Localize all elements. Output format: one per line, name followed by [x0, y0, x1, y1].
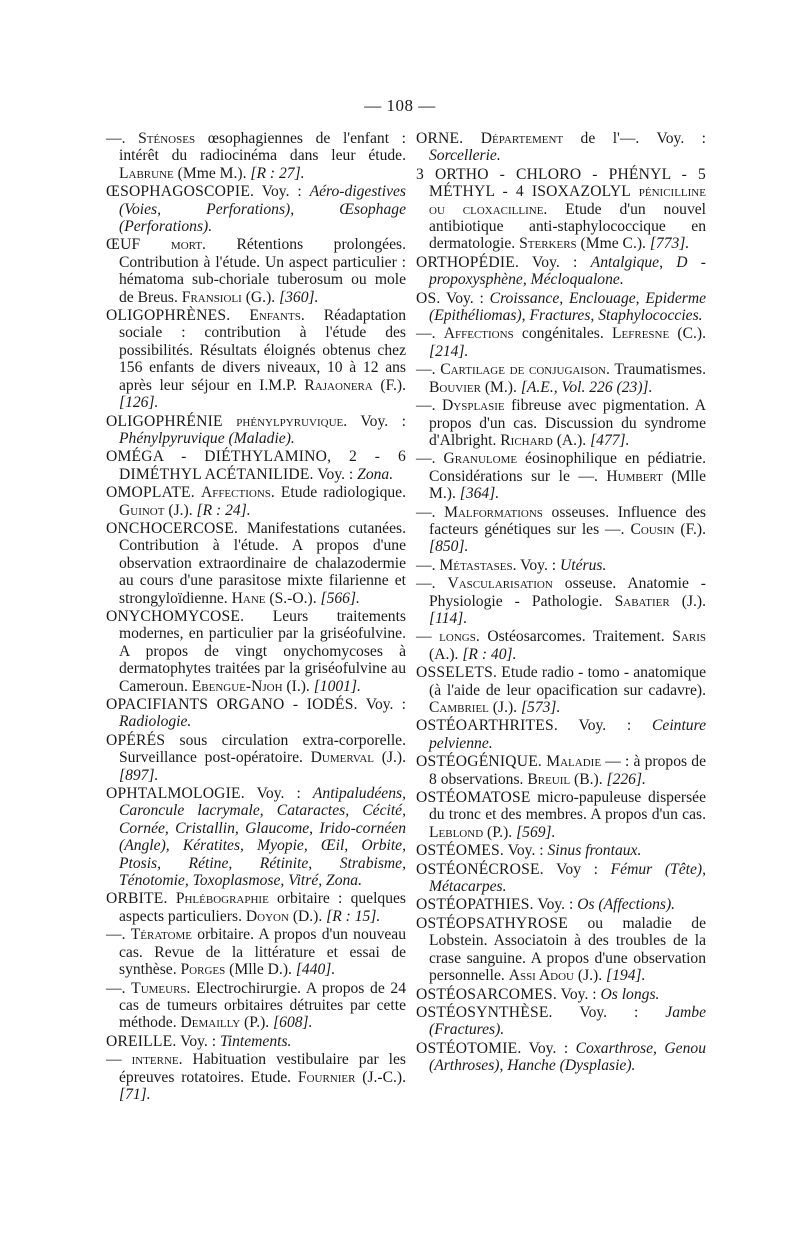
index-column-left	[106, 130, 406, 1104]
entry-text: (M.).	[480, 378, 521, 396]
entry-text: (Mme M.).	[173, 164, 251, 182]
entry-reference: [440].	[295, 961, 336, 979]
entry-smallcaps: pénicilline ou cloxacilline.	[429, 183, 706, 218]
entry-smallcaps: Dysplasie	[442, 397, 505, 415]
entry-smallcaps: Richard	[500, 431, 553, 449]
entry-smallcaps: Département	[480, 130, 564, 147]
index-entry	[416, 915, 706, 985]
entry-reference: [850].	[429, 538, 469, 556]
entry-smallcaps: Affections.	[200, 484, 275, 502]
entry-reference: Os (Affections).	[577, 896, 676, 914]
entry-text: Voy. :	[440, 289, 490, 307]
entry-smallcaps: Rajaonera	[304, 376, 373, 394]
entry-text: Voy. :	[357, 696, 407, 713]
entry-smallcaps: Granulome	[443, 450, 518, 468]
entry-heading: OLIGOPHRÈNES.	[106, 307, 231, 325]
entry-reference: [364].	[459, 485, 500, 503]
index-entry	[106, 732, 406, 784]
entry-reference: Ceinture pelvienne.	[429, 717, 706, 752]
entry-text	[230, 307, 249, 324]
entry-smallcaps: Doyon	[245, 907, 289, 925]
entry-reference: [569].	[516, 823, 556, 841]
index-entry	[106, 785, 406, 889]
entry-heading: OPÉRÉS	[106, 731, 166, 749]
entry-reference: Phénylpyruvique (Maladie).	[119, 429, 295, 447]
entry-heading: OS.	[416, 289, 441, 307]
entry-text: —.	[416, 397, 442, 415]
entry-text: Electrochirurgie. A propos de 24 cas de tumeurs orbitaires détruites par cette méthode.	[119, 979, 407, 1032]
index-entry	[106, 413, 406, 448]
entry-heading: ORBITE.	[106, 890, 168, 908]
entry-smallcaps: Fransioli	[181, 288, 242, 306]
entry-text: (A.).	[552, 431, 591, 449]
entry-smallcaps: Ebengue-Njoh	[191, 677, 283, 695]
entry-text: — : à propos de 8 observations.	[429, 753, 706, 788]
entry-text: Voy. :	[557, 985, 601, 1003]
entry-smallcaps: phénylpyruvique.	[236, 412, 348, 430]
entry-text: Traumatismes.	[609, 361, 707, 379]
entry-reference: Coxarthrose, Genou (Arthroses), Hanche (Dysplasie).	[429, 1039, 706, 1075]
entry-reference: [773].	[649, 235, 690, 253]
entry-text: Voy. :	[176, 1032, 220, 1050]
index-entry	[106, 980, 406, 1032]
entry-text: Rétentions prolongées. Contribution à l'étude. Un aspect particulier : hématoma sub-choriale tuberosum ou mole de Breus.	[119, 236, 406, 306]
entry-reference: Zona.	[357, 465, 394, 483]
entry-heading: OSSELETS.	[416, 664, 498, 682]
entry-text: —.	[416, 361, 441, 379]
entry-smallcaps: Cousin	[630, 520, 675, 538]
entry-heading: OREILLE.	[106, 1032, 177, 1050]
entry-text: Voy. :	[533, 896, 578, 914]
entry-text: Voy :	[543, 860, 611, 878]
index-entry	[106, 236, 406, 306]
index-entry	[416, 842, 706, 859]
entry-text: sous circulation extra-corporelle. Surveillance post-opératoire.	[119, 731, 406, 767]
entry-text: Voy. :	[504, 842, 548, 860]
entry-reference: Sinus frontaux.	[547, 842, 642, 860]
entry-heading: OPACIFIANTS ORGANO - IODÉS.	[106, 696, 358, 713]
entry-smallcaps: Maladie	[546, 753, 602, 771]
entry-heading: OSTÉONÉCROSE.	[416, 860, 544, 878]
entry-smallcaps: Malformations	[444, 503, 543, 521]
entry-reference: [360].	[279, 288, 319, 306]
index-entry	[416, 575, 706, 627]
entry-text: (D.).	[288, 907, 327, 925]
entry-heading: OMOPLATE.	[106, 484, 195, 502]
entry-smallcaps: Sabatier	[614, 592, 670, 610]
entry-reference: Jambe (Fractures).	[429, 1003, 706, 1039]
entry-text: orbitaire : quelques aspects particuliers.	[119, 890, 406, 925]
entry-reference: [126].	[119, 394, 159, 412]
entry-reference: [114].	[429, 609, 468, 627]
entry-text: de l'—. Voy. :	[563, 130, 706, 147]
entry-heading: ŒUF	[106, 236, 141, 254]
entry-heading: 3 ORTHO - CHLORO - PHÉNYL - 5 MÉTHYL - 4 ISOXAZOLYL	[416, 165, 706, 201]
entry-heading: OSTÉOPATHIES.	[416, 896, 534, 914]
entry-heading: OSTÉOTOMIE.	[416, 1039, 522, 1057]
entry-reference: [226].	[606, 770, 646, 788]
index-entry	[416, 664, 706, 716]
entry-text: —.	[416, 503, 445, 521]
entry-text	[631, 183, 639, 200]
entry-text	[223, 413, 237, 430]
entry-text: (F.).	[372, 376, 406, 394]
entry-smallcaps: Tumeurs.	[131, 979, 191, 997]
entry-text: Voy. :	[521, 1039, 576, 1057]
entry-smallcaps: Hane	[231, 589, 266, 607]
entry-smallcaps: Lefresne	[612, 325, 670, 343]
entry-reference: [A.E., Vol. 226 (23)].	[520, 378, 653, 396]
index-entry	[106, 307, 406, 411]
entry-text: —.	[416, 450, 444, 468]
entry-heading: ORTHOPÉDIE.	[416, 253, 520, 271]
entry-text: Ostéosarcomes. Traitement.	[479, 628, 673, 646]
entry-text: (I.).	[282, 677, 314, 695]
entry-text: —.	[106, 130, 139, 147]
entry-reference: Fémur (Tête), Métacarpes.	[429, 860, 706, 896]
entry-reference: Sorcellerie.	[429, 147, 501, 165]
entry-smallcaps: Sterkers	[519, 235, 577, 253]
entry-text: Manifestations cutanées. Contribution à l'étude. A propos d'une observation extraordinaire de chalazodermie au cours d'une parasitose mixte filarienne et strongyloïdienne.	[119, 519, 406, 607]
index-entry	[416, 290, 706, 325]
entry-heading: OSTÉOMES.	[416, 842, 505, 860]
entry-text: —.	[416, 556, 440, 574]
entry-text: Voy. :	[557, 717, 652, 735]
index-entry	[106, 608, 406, 695]
entry-smallcaps: mort.	[170, 236, 206, 254]
entry-text	[463, 130, 480, 147]
entry-text: éosinophilique en pédiatrie. Considérations sur le —.	[429, 450, 707, 485]
entry-smallcaps: Porges	[180, 961, 226, 979]
entry-text: fibreuse avec pigmentation. A propos d'un cas. Discussion du syndrome d'Albright.	[429, 397, 706, 449]
entry-reference: Utérus.	[560, 556, 607, 574]
entry-text: (Mlle M.).	[429, 467, 706, 503]
index-entry	[106, 696, 406, 731]
entry-text: micro-papuleuse dispersée du tronc et des membres. A propos d'un cas.	[429, 789, 706, 824]
entry-heading: ORNE.	[416, 130, 464, 147]
entry-text	[168, 890, 176, 907]
entry-text: (G.).	[241, 288, 280, 306]
entry-smallcaps: Tératome	[130, 926, 193, 944]
entry-smallcaps: Bouvier	[429, 378, 481, 396]
entry-reference: Croissance, Enclouage, Epiderme (Epithéliomas), Fractures, Staphylococcies.	[429, 289, 706, 325]
entry-text: —.	[106, 979, 132, 997]
entry-text: —.	[416, 575, 448, 593]
entry-text: (J.).	[374, 749, 406, 767]
entry-heading: OSTÉOMATOSE	[416, 789, 531, 807]
entry-text: (B.).	[570, 770, 607, 788]
entry-text: —	[416, 628, 440, 646]
entry-smallcaps: Phlébographie	[175, 890, 269, 908]
index-entry	[416, 557, 706, 574]
entry-smallcaps: Affections	[443, 325, 514, 343]
entry-smallcaps: Saris	[672, 628, 706, 646]
entry-heading: OPHTALMOLOGIE.	[106, 785, 245, 803]
entry-reference: Tintements.	[219, 1032, 292, 1050]
index-entry	[106, 130, 406, 182]
entry-text: Voy. :	[347, 412, 406, 430]
entry-text: (Mlle D.).	[225, 961, 296, 979]
index-entry	[416, 753, 706, 788]
entry-heading: OSTÉOGÉNIQUE.	[416, 753, 543, 771]
entry-text: (J.).	[164, 501, 197, 519]
entry-text: (A.).	[429, 645, 463, 663]
page-number: — 108 —	[364, 96, 436, 115]
index-entry	[416, 1004, 706, 1039]
index-entry	[106, 1033, 406, 1050]
entry-reference: [71].	[119, 1085, 151, 1103]
entry-smallcaps: Enfants.	[249, 307, 305, 325]
index-entry	[106, 520, 406, 607]
entry-heading: OLIGOPHRÉNIE	[106, 412, 223, 430]
entry-text: (F.).	[674, 520, 706, 538]
index-entry	[416, 861, 706, 896]
index-entry	[416, 789, 706, 841]
entry-reference: [194].	[606, 967, 646, 985]
entry-text: congénitales.	[513, 325, 612, 343]
entry-heading: OSTÉOSYNTHÈSE.	[416, 1003, 553, 1021]
index-entry	[106, 890, 406, 925]
entry-reference: [573].	[520, 699, 561, 716]
entry-smallcaps: Fournier	[297, 1068, 356, 1086]
entry-smallcaps: Sténoses	[138, 130, 196, 147]
entry-text: orbitaire. A propos d'un nouveau cas. Revue de la littérature et essai de synthèse.	[119, 926, 407, 979]
entry-heading: ONYCHOMYCOSE.	[106, 607, 245, 625]
entry-text: Etude d'un nouvel antibiotique anti-staphylococcique en dermatologie.	[429, 200, 706, 253]
entry-text: Réadaptation sociale : contribution à l'étude des possibilités. Résultats éloignés obtenus chez 156 enfants de divers niveaux, 10 à 12 ans après leur séjour en I.M.P.	[119, 307, 406, 394]
entry-smallcaps: Labrune	[119, 164, 174, 182]
entry-heading: OSTÉOPSATHYROSE	[416, 914, 569, 932]
index-entry	[416, 1040, 706, 1075]
entry-smallcaps: Breuil	[527, 770, 571, 788]
entry-text: —.	[106, 926, 131, 944]
index-entry	[416, 717, 706, 752]
index-entry	[106, 448, 406, 483]
entry-text: Voy. :	[313, 465, 358, 483]
index-column-right	[416, 130, 706, 1076]
index-entry	[106, 484, 406, 519]
entry-smallcaps: Assi Adou	[508, 967, 574, 985]
entry-smallcaps: Cartilage de conjugaison.	[440, 361, 610, 379]
entry-heading: OMÉGA - DIÉTHYLAMINO, 2 - 6 DIMÉTHYL ACÉTANILIDE.	[106, 448, 406, 483]
entry-text: —	[106, 1051, 132, 1069]
entry-reference: [477].	[590, 431, 630, 449]
entry-text: Etude radio - tomo - anatomique (à l'aide de leur opacification sur cadavre).	[429, 664, 706, 699]
entry-text	[140, 236, 171, 253]
index-entry	[106, 183, 406, 235]
entry-text: —.	[416, 325, 444, 343]
index-entry	[416, 896, 706, 913]
entry-smallcaps: Guinot	[119, 501, 165, 519]
index-entry	[416, 166, 706, 253]
entry-heading: OSTÉOSARCOMES.	[416, 985, 558, 1003]
entry-smallcaps: Leblond	[429, 823, 484, 841]
entry-smallcaps: Humbert	[606, 467, 663, 485]
entry-text: Leurs traitements modernes, en particulier par la griséofulvine. A propos de vingt onychomycoses à dermatophytes traitées par la griséofulvine au Cameroun.	[119, 607, 406, 695]
entry-reference: Radiologie.	[119, 713, 192, 731]
entry-reference: [R : 24].	[196, 501, 251, 519]
entry-reference: Os longs.	[600, 985, 660, 1003]
entry-text: (J.-C.).	[355, 1068, 406, 1086]
entry-text: (J.).	[669, 592, 706, 610]
entry-smallcaps: longs.	[439, 628, 480, 646]
entry-text: (P.).	[240, 1014, 274, 1032]
index-entry	[416, 450, 706, 502]
entry-text: ou maladie de Lobstein. Associatoin à des troubles de la crase sanguine. A propos d'une observation personnelle.	[429, 914, 706, 985]
index-entry	[416, 986, 706, 1003]
entry-smallcaps: Vascularisation	[447, 575, 553, 593]
entry-heading: ONCHOCERCOSE.	[106, 519, 239, 537]
entry-text: osseuse. Anatomie - Physiologie - Pathologie.	[429, 575, 707, 610]
index-entry	[416, 325, 706, 360]
index-entry	[416, 628, 706, 663]
entry-smallcaps: Demailly	[180, 1014, 241, 1032]
entry-text: osseuses. Influence des facteurs génétiques sur les —.	[429, 503, 706, 538]
index-entry	[416, 397, 706, 449]
entry-reference: Aéro-digestives (Voies, Perforations), Œsophage (Perforations).	[119, 183, 406, 236]
entry-text: (Mme C.).	[576, 235, 650, 253]
entry-text: Habituation vestibulaire par les épreuves rotatoires. Etude.	[119, 1051, 406, 1086]
entry-text: Voy. :	[516, 556, 560, 574]
entry-text: (P.).	[483, 823, 517, 841]
entry-heading: OSTÉOARTHRITES.	[416, 717, 558, 735]
entry-heading: ŒSOPHAGOSCOPIE.	[106, 183, 255, 201]
entry-text: (S.-O.).	[265, 589, 321, 607]
entry-text: (J.).	[573, 967, 607, 985]
entry-smallcaps: Métastases.	[439, 556, 517, 574]
entry-reference: [R : 27].	[250, 164, 305, 182]
entry-reference: [1001].	[313, 677, 361, 695]
entry-reference: [214].	[429, 342, 469, 360]
entry-reference: Antalgique, D - propoxysphène, Mécloqualone.	[429, 253, 706, 289]
index-entry	[106, 926, 406, 978]
index-entry	[416, 130, 706, 165]
entry-reference: [608].	[273, 1014, 313, 1032]
entry-smallcaps: Dumerval	[310, 749, 375, 767]
entry-text: Voy. :	[254, 183, 310, 201]
entry-reference: [566].	[320, 589, 360, 607]
entry-text: Voy. :	[244, 785, 313, 803]
entry-text: œsophagiennes de l'enfant : intérêt du radiocinéma dans leur étude.	[119, 130, 407, 165]
entry-text: (C.).	[669, 325, 707, 343]
entry-text: Etude radiologique.	[274, 484, 406, 502]
entry-reference: [R : 15].	[326, 907, 381, 925]
entry-reference: [R : 40].	[462, 645, 517, 663]
entry-text: Voy. :	[519, 253, 591, 271]
index-entry	[416, 361, 706, 396]
entry-smallcaps: interne.	[131, 1051, 183, 1069]
entry-reference: [897].	[119, 766, 159, 784]
entry-text: Voy. :	[552, 1003, 666, 1021]
entry-text: (J.).	[488, 699, 521, 716]
index-entry	[416, 254, 706, 289]
entry-smallcaps: Cambriel	[429, 699, 489, 716]
index-entry	[416, 504, 706, 556]
index-entry	[106, 1051, 406, 1103]
entry-reference: Antipaludéens, Caroncule lacrymale, Cataractes, Cécité, Cornée, Cristallin, Glaucome, Irido-cornéen (Angle), Kératites, Myopie, Œil, Orbite, Ptosis, Rétine, Rétinite, Strabisme, Ténotomie, Toxoplasmose, Vitré, Zona.	[119, 785, 406, 890]
